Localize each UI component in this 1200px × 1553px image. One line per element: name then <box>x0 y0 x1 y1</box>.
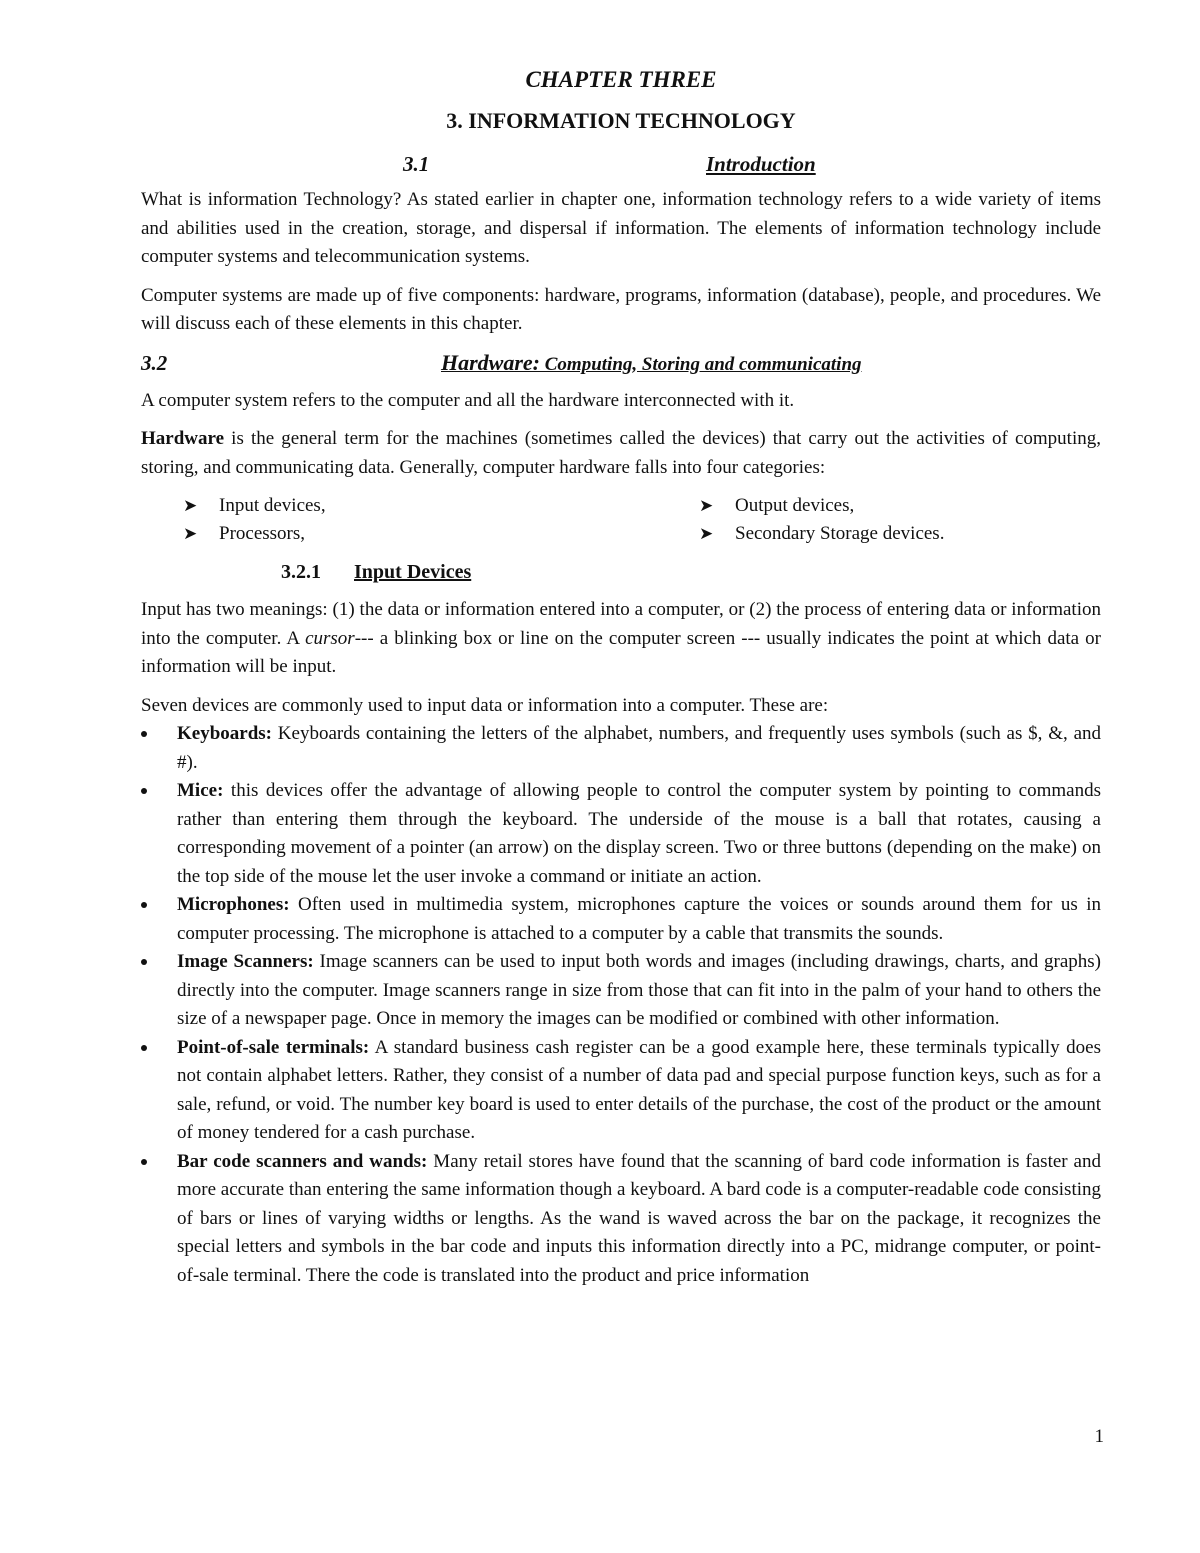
list-item <box>141 1034 1101 1148</box>
bullet-icon <box>141 788 147 794</box>
hardware-paragraph-1: A computer system refers to the computer and all the hardware interconnected with it. <box>141 389 795 411</box>
hardware-term: Hardware <box>141 428 225 449</box>
device-description: Keyboards containing the letters of the alphabet, numbers, and frequently uses symbols (such as $, &, and #). <box>177 723 1101 773</box>
arrow-bullet-icon: ➤ <box>183 524 198 543</box>
page-number: 1 <box>1094 1426 1104 1447</box>
hardware-categories-list <box>141 492 1101 550</box>
input-paragraph-1 <box>141 596 1101 682</box>
section-3-2-heading <box>141 349 1101 381</box>
section-number: 3.1 <box>403 152 430 176</box>
device-description: Many retail stores have found that the scanning of bard code information is faster and more accurate than entering the same information though a keyboard. A bard code is a computer-readable code consisting of bars or lines of varying widths or lengths. As the wand is waved across the bar on the package, it recognizes the special letters and symbols in the bar code and inputs this information directly into a PC, midrange computer, or point-of-sale terminal. There the code is translated into the product and price information <box>177 1150 1101 1286</box>
bullet-icon <box>141 731 147 737</box>
chapter-title: 3. INFORMATION TECHNOLOGY <box>446 108 796 133</box>
input-paragraph-2: Seven devices are commonly used to input data or information into a computer. These are: <box>141 694 829 716</box>
intro-paragraph-1: What is information Technology? As stated earlier in chapter one, information technology refers to a wide variety of items and abilities used in the creation, storage, and dispersal if information. The elements of information technology include computer systems and telecommunication systems. <box>141 189 1101 267</box>
section-3-1-heading <box>141 150 1101 180</box>
section-title <box>441 349 862 380</box>
section-title: Input Devices <box>354 561 472 583</box>
input-devices-list <box>141 720 1101 1290</box>
device-description: A standard business cash register can be a good example here, these terminals typically does not contain alphabet letters. Rather, they consist of a number of data pad and special purpose function keys, such as for a sale, refund, or void. The number key board is used to enter details of the purchase, the cost of the product or the amount of money tendered for a cash purchase. <box>177 1036 1102 1143</box>
list-item-label: Output devices, <box>735 495 855 516</box>
section-3-2-1-heading <box>141 558 1101 588</box>
input-text-a: Input has two meanings: (1) the data or information entered into a computer, or (2) the process of entering data or information into the computer. A <box>141 599 1101 649</box>
list-item <box>141 720 1101 777</box>
list-item-label: Secondary Storage devices. <box>735 523 945 544</box>
arrow-bullet-icon: ➤ <box>699 496 714 515</box>
list-item <box>141 777 1101 891</box>
device-description: Often used in multimedia system, microphones capture the voices or sounds around them for us in computer processing. The microphone is attached to a computer by a cable that transmits the sounds. <box>177 894 1101 944</box>
bullet-icon <box>141 1159 147 1165</box>
section-number: 3.2 <box>141 350 168 375</box>
page-content <box>141 64 1101 1290</box>
section-title: Introduction <box>706 152 816 176</box>
bullet-icon <box>141 1045 147 1051</box>
device-name: Image Scanners: <box>177 951 314 972</box>
list-item <box>141 891 1101 948</box>
device-name: Point-of-sale terminals: <box>177 1036 370 1058</box>
input-text-b: --- a blinking box or line on the computer screen --- usually indicates the point at which data or information will be input. <box>141 627 1101 677</box>
chapter-heading: CHAPTER THREE <box>525 67 717 92</box>
intro-paragraph-2: Computer systems are made up of five components: hardware, programs, information (database), people, and procedures. We will discuss each of these elements in this chapter. <box>141 284 1101 334</box>
section-number: 3.2.1 <box>281 561 321 583</box>
bullet-icon <box>141 959 147 965</box>
cursor-term: cursor <box>305 627 355 649</box>
device-name: Bar code scanners and wands: <box>177 1150 428 1172</box>
section-title-main: Hardware: <box>441 349 540 375</box>
device-name: Microphones: <box>177 894 290 915</box>
arrow-bullet-icon: ➤ <box>183 496 198 515</box>
arrow-bullet-icon: ➤ <box>699 524 714 543</box>
bullet-icon <box>141 902 147 908</box>
list-item-label: Input devices, <box>219 495 326 516</box>
list-item <box>141 948 1101 1034</box>
section-title-rest: Computing, Storing and communicating <box>540 353 862 375</box>
list-item <box>141 1148 1101 1291</box>
device-name: Keyboards: <box>177 723 272 744</box>
device-description: Image scanners can be used to input both words and images (including drawings, charts, and graphs) directly into the computer. Image scanners range in size from those that can fit into in the palm of your hand to others the size of a newspaper page. Once in memory the images can be modified or combined with other information. <box>177 951 1101 1029</box>
hardware-paragraph-2 <box>141 425 1101 482</box>
hardware-definition: is the general term for the machines (sometimes called the devices) that carry out the activities of computing, storing, and communicating data. Generally, computer hardware falls into four categories: <box>141 428 1101 478</box>
list-item-label: Processors, <box>219 523 306 544</box>
device-description: this devices offer the advantage of allowing people to control the computer system by pointing to commands rather than entering them through the keyboard. The underside of the mouse is a ball that rotates, causing a corresponding movement of a pointer (an arrow) on the display screen. Two or three buttons (depending on the make) on the top side of the mouse let the user invoke a command or initiate an action. <box>177 780 1101 887</box>
device-name: Mice: <box>177 780 224 801</box>
